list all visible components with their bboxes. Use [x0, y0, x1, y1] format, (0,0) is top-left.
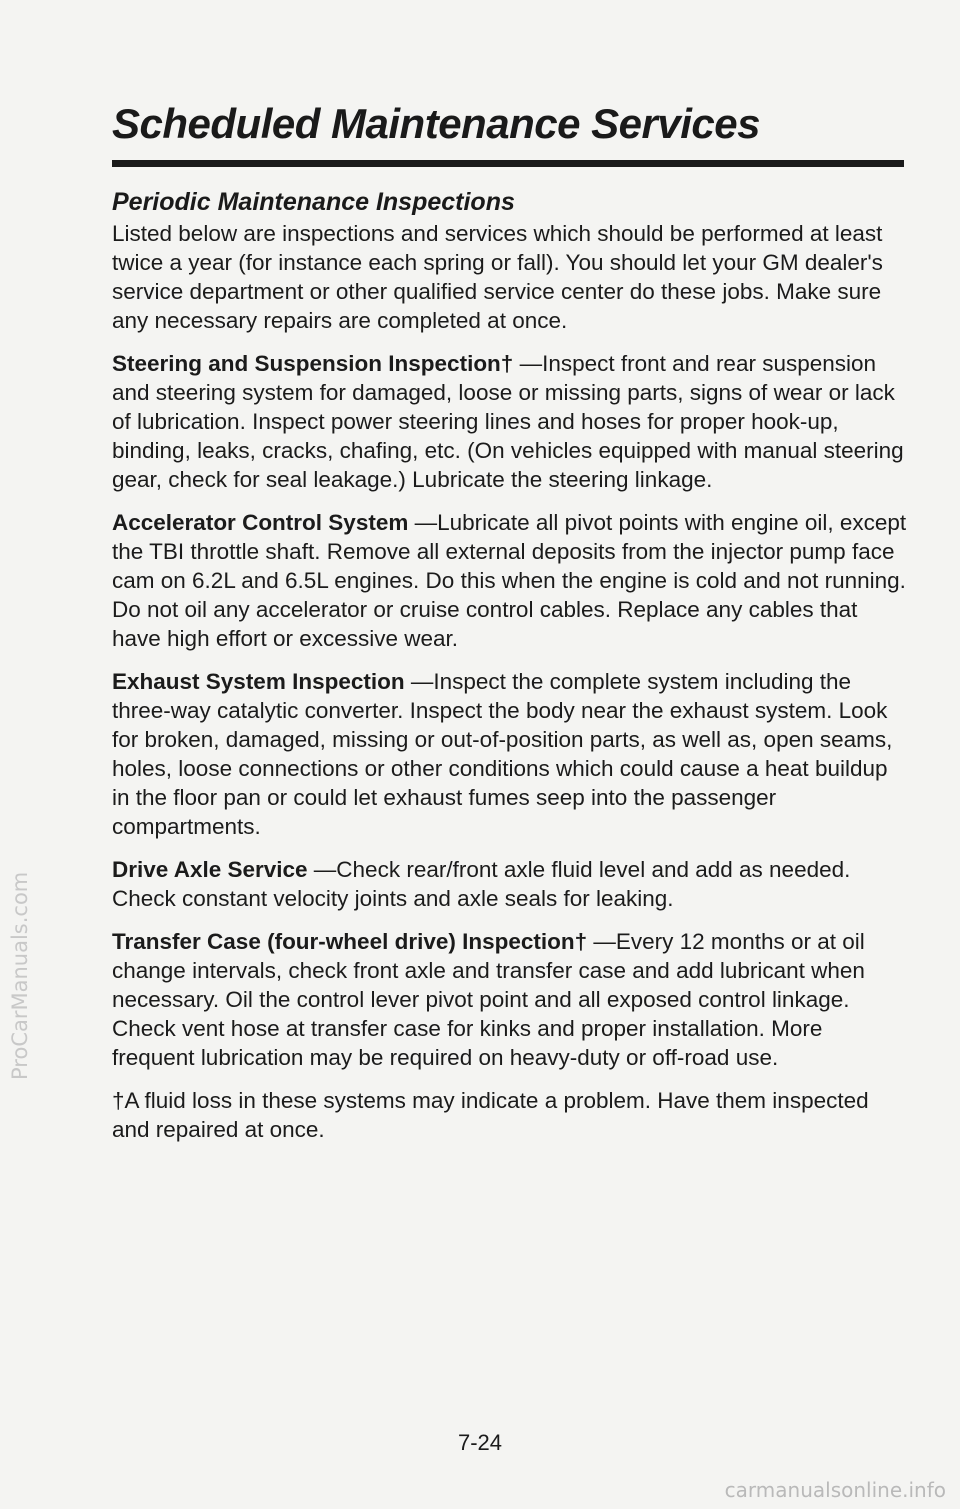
section-heading: Periodic Maintenance Inspections [112, 188, 515, 216]
intro-paragraph: Listed below are inspections and services which should be performed at least twice a year (for instance each spring or fall). You should let your GM dealer's service department or other qualified service center do these jobs. Make sure any necessary repairs are completed at once. [112, 221, 883, 333]
title-rule [112, 160, 904, 167]
page-title: Scheduled Maintenance Services [112, 100, 760, 147]
item-text: —Every 12 months or at oil change intervals, check front axle and transfer case and add lubricant when necessary. Oil the control lever pivot point and all exposed control linkage. Check vent hose at transfer case for kinks and proper installation. More frequent lubrication may be required on heavy-duty or off-road use. [112, 929, 865, 1070]
footer-watermark: carmanualsonline.info [724, 1478, 946, 1502]
item-text: —Inspect front and rear suspension and steering system for damaged, loose or missing parts, signs of wear or lack of lubrication. Inspect power steering lines and hoses for proper hook-up, binding, leaks, cracks, chafing, etc. (On vehicles equipped with manual steering gear, check for seal leakage.) Lubricate the steering linkage. [112, 351, 904, 492]
item-term: Drive Axle Service [112, 857, 308, 882]
item-steering [112, 349, 907, 494]
item-term: Exhaust System Inspection [112, 669, 405, 694]
item-term: Transfer Case (four-wheel drive) Inspection† [112, 929, 588, 954]
item-text: —Inspect the complete system including the three-way catalytic converter. Inspect the body near the exhaust system. Look for broken, damaged, missing or out-of-position parts, as well as, open seams, holes, loose connections or other conditions which could cause a heat buildup in the floor pan or could let exhaust fumes seep into the passenger compartments. [112, 669, 893, 839]
footnote: †A fluid loss in these systems may indicate a problem. Have them inspected and repaired at once. [112, 1088, 869, 1142]
item-text: —Check rear/front axle fluid level and add as needed. Check constant velocity joints and axle seals for leaking. [112, 857, 851, 911]
content [112, 188, 907, 1158]
item-term: Accelerator Control System [112, 510, 409, 535]
item-term: Steering and Suspension Inspection† [112, 351, 514, 376]
item-transfer-case [112, 927, 907, 1072]
page-number: 7-24 [457, 1430, 503, 1455]
side-watermark: ProCarManuals.com [8, 871, 32, 1080]
item-drive-axle [112, 855, 907, 913]
item-accelerator [112, 508, 907, 653]
item-exhaust [112, 667, 907, 841]
item-text: —Lubricate all pivot points with engine oil, except the TBI throttle shaft. Remove all external deposits from the injector pump face cam on 6.2L and 6.5L engines. Do this when the engine is cold and not running. Do not oil any accelerator or cruise control cables. Replace any cables that have high effort or excessive wear. [112, 510, 907, 651]
